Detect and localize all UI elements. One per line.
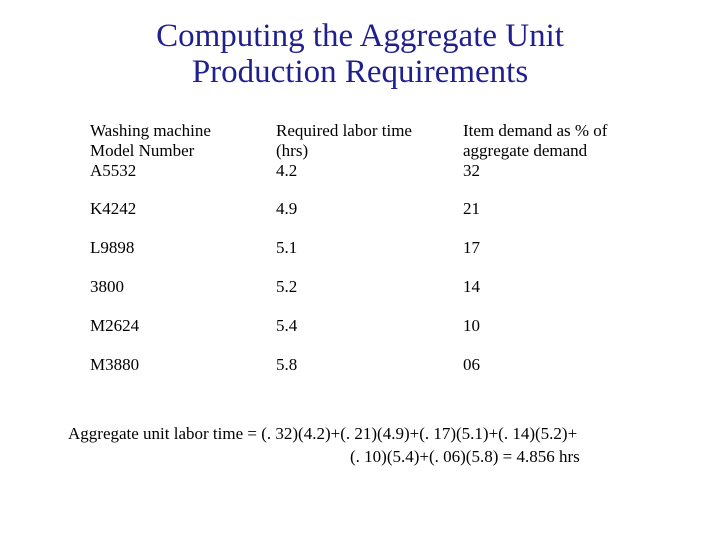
labor-time-cell: 4.2 bbox=[276, 161, 298, 180]
table-row bbox=[90, 277, 650, 316]
table-row bbox=[90, 199, 650, 238]
slide-title-line-2: Production Requirements bbox=[191, 54, 529, 90]
slide-title bbox=[0, 18, 720, 90]
model-number-cell: A5532 bbox=[90, 161, 137, 180]
model-number-cell: 3800 bbox=[90, 277, 124, 296]
header-labor-line-2: (hrs) bbox=[276, 141, 309, 160]
labor-time-cell: 5.2 bbox=[276, 277, 298, 296]
model-number-cell: L9898 bbox=[90, 238, 135, 257]
table-header-row-2 bbox=[90, 141, 650, 161]
demand-percent-cell: 10 bbox=[463, 316, 480, 335]
labor-time-table bbox=[90, 121, 650, 394]
demand-percent-cell: 17 bbox=[463, 238, 480, 257]
header-model-line-2: Model Number bbox=[90, 141, 195, 160]
model-number-cell: M3880 bbox=[90, 355, 140, 374]
demand-percent-cell: 06 bbox=[463, 355, 480, 374]
header-demand-line-1: Item demand as % of bbox=[463, 121, 608, 140]
model-number-cell: M2624 bbox=[90, 316, 140, 335]
header-demand-line-2: aggregate demand bbox=[463, 141, 588, 160]
aggregate-formula bbox=[68, 422, 708, 468]
table-row bbox=[90, 161, 650, 199]
labor-time-cell: 5.1 bbox=[276, 238, 298, 257]
demand-percent-cell: 21 bbox=[463, 199, 480, 218]
table-row bbox=[90, 238, 650, 277]
demand-percent-cell: 14 bbox=[463, 277, 480, 296]
formula-line-2: (. 10)(5.4)+(. 06)(5.8) = 4.856 hrs bbox=[350, 447, 580, 466]
labor-time-cell: 5.8 bbox=[276, 355, 298, 374]
header-model-line-1: Washing machine bbox=[90, 121, 211, 140]
table-header-row-1 bbox=[90, 121, 650, 141]
model-number-cell: K4242 bbox=[90, 199, 137, 218]
demand-percent-cell: 32 bbox=[463, 161, 480, 180]
labor-time-cell: 4.9 bbox=[276, 199, 298, 218]
labor-time-cell: 5.4 bbox=[276, 316, 298, 335]
slide-title-line-1: Computing the Aggregate Unit bbox=[156, 18, 564, 54]
table-row bbox=[90, 355, 650, 394]
formula-line-1: Aggregate unit labor time = (. 32)(4.2)+(. 21)(4.9)+(. 17)(5.1)+(. 14)(5.2)+ bbox=[68, 424, 578, 443]
table-row bbox=[90, 316, 650, 355]
header-labor-line-1: Required labor time bbox=[276, 121, 412, 140]
